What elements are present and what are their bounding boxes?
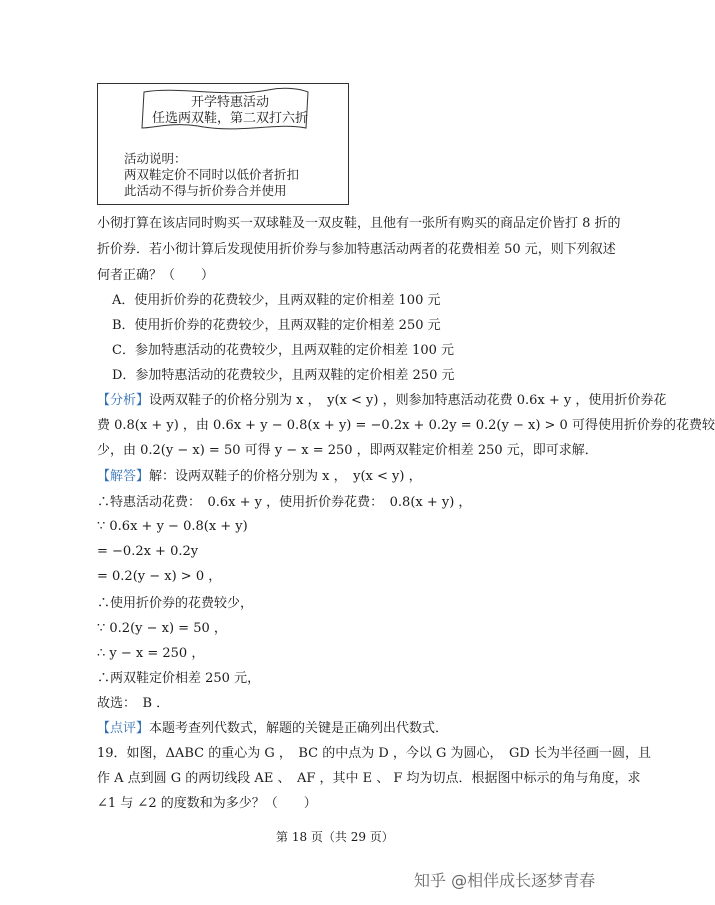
solution-step: ∴特惠活动花费： 0.6x + y ，使用折价券花费： 0.8(x + y) ， [97,495,472,510]
option-a: A．使用折价券的花费较少，且两双鞋的定价相差 100 元 [112,293,441,308]
poster-title-line1: 开学特惠活动 [190,95,269,110]
solution-text1: 解：设两双鞋子的价格分别为 x ， y(x < y) ， [149,469,422,484]
comment-tag: 【点评】 [97,721,150,736]
analysis-line1 [97,392,666,410]
solution-tag: 【解答】 [97,469,150,484]
solution-step: = 0.2(y − x) > 0 ， [97,569,222,584]
solution-step: ∴两双鞋定价相差 250 元， [97,671,261,686]
poster-title-line2: 任选两双鞋，第二双打六折 [151,111,308,126]
q19-line3: ∠1 与 ∠2 的度数和为多少？（ ） [97,796,317,811]
analysis-tag: 【分析】 [97,393,150,408]
solution-step: 故选： B ． [97,696,170,711]
solution-step: ∵ 0.6x + y − 0.8(x + y) [97,519,248,534]
watermark: 知乎 @相伴成长逐梦青春 [414,871,596,890]
comment-text: 本题考查列代数式，解题的关键是正确列出代数式． [149,721,449,736]
question-line2: 折价券．若小彻计算后发现使用折价券与参加特惠活动两者的花费相差 50 元，则下列叙述 [97,242,616,257]
analysis-line2: 费 0.8(x + y) ，由 0.6x + y − 0.8(x + y) = −0.2x + 0.2y = 0.2(y − x) > 0 可得使用折价券的花费较 [97,418,715,433]
poster-note-line2: 此活动不得与折价券合并使用 [124,183,287,198]
question-line1: 小彻打算在该店同时购买一双球鞋及一双皮鞋，且他有一张所有购买的商品定价皆打 8 折的 [97,216,621,231]
solution-step: = −0.2x + 0.2y [97,544,199,559]
option-b: B．使用折价券的花费较少，且两双鞋的定价相差 250 元 [112,318,441,333]
comment-line [97,720,448,738]
option-d: D．参加特惠活动的花费较少，且两双鞋的定价相差 250 元 [112,368,455,383]
poster-note-heading: 活动说明： [124,151,187,166]
solution-line1 [97,468,422,486]
solution-step: ∴ y − x = 250 ， [97,646,205,661]
solution-step: ∵ 0.2(y − x) = 50 ， [97,621,227,636]
page-number: 第 18 页（共 29 页） [276,830,394,844]
poster-note-line1: 两双鞋定价不同时以低价者折扣 [124,167,300,182]
q19-line2: 作 A 点到圆 G 的两切线段 AE 、 AF ，其中 E 、 F 均为切点．根据图中标示的角与角度，求 [97,771,641,786]
analysis-text1: 设两双鞋子的价格分别为 x ， y(x < y) ，则参加特惠活动花费 0.6x + y ，使用折价券花 [149,393,667,408]
option-c: C．参加特惠活动的花费较少，且两双鞋的定价相差 100 元 [112,343,455,358]
question-line3: 何者正确？（ ） [97,268,215,283]
solution-step: ∴使用折价券的花费较少， [97,596,254,611]
analysis-line3: 少，由 0.2(y − x) = 50 可得 y − x = 250 ，即两双鞋定价相差 250 元，即可求解． [97,443,598,458]
q19-line1: 19．如图，ΔABC 的重心为 G ， BC 的中点为 D ，今以 G 为圆心， GD 长为半径画一圆，且 [97,746,651,761]
